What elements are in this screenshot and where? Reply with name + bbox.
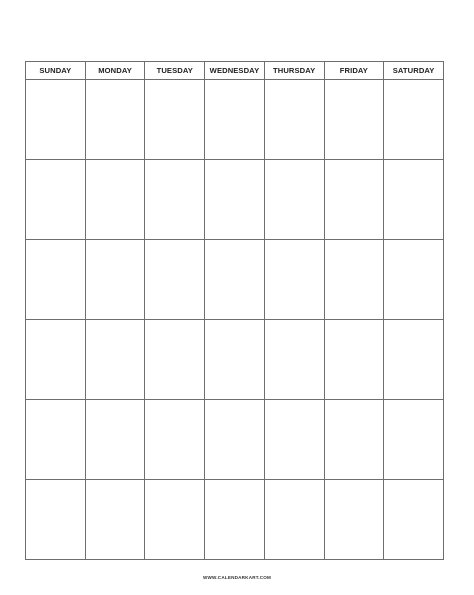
day-cell-monday[interactable]	[85, 400, 145, 480]
day-cell-tuesday[interactable]	[145, 160, 205, 240]
week-row	[26, 160, 444, 240]
day-cell-sunday[interactable]	[26, 80, 86, 160]
day-cell-sunday[interactable]	[26, 240, 86, 320]
day-cell-sunday[interactable]	[26, 480, 86, 560]
day-cell-friday[interactable]	[324, 400, 384, 480]
day-cell-friday[interactable]	[324, 480, 384, 560]
day-cell-saturday[interactable]	[384, 320, 444, 400]
weekday-header	[26, 62, 444, 80]
day-cell-saturday[interactable]	[384, 480, 444, 560]
day-cell-wednesday[interactable]	[205, 400, 265, 480]
day-cell-thursday[interactable]	[264, 480, 324, 560]
weekday-tuesday: TUESDAY	[145, 62, 205, 80]
day-cell-thursday[interactable]	[264, 80, 324, 160]
day-cell-friday[interactable]	[324, 240, 384, 320]
day-cell-saturday[interactable]	[384, 160, 444, 240]
day-cell-tuesday[interactable]	[145, 240, 205, 320]
week-row	[26, 80, 444, 160]
weekday-saturday: SATURDAY	[384, 62, 444, 80]
calendar-grid	[25, 61, 444, 560]
day-cell-thursday[interactable]	[264, 240, 324, 320]
weekday-header-row	[26, 62, 444, 80]
week-row	[26, 320, 444, 400]
weekday-sunday: SUNDAY	[26, 62, 86, 80]
day-cell-friday[interactable]	[324, 80, 384, 160]
day-cell-monday[interactable]	[85, 80, 145, 160]
day-cell-saturday[interactable]	[384, 80, 444, 160]
day-cell-monday[interactable]	[85, 320, 145, 400]
day-cell-wednesday[interactable]	[205, 480, 265, 560]
day-cell-tuesday[interactable]	[145, 320, 205, 400]
day-cell-wednesday[interactable]	[205, 240, 265, 320]
weekday-friday: FRIDAY	[324, 62, 384, 80]
day-cell-sunday[interactable]	[26, 320, 86, 400]
week-row	[26, 480, 444, 560]
day-cell-thursday[interactable]	[264, 160, 324, 240]
day-cell-monday[interactable]	[85, 240, 145, 320]
day-cell-tuesday[interactable]	[145, 400, 205, 480]
day-cell-tuesday[interactable]	[145, 480, 205, 560]
day-cell-monday[interactable]	[85, 480, 145, 560]
day-cell-friday[interactable]	[324, 160, 384, 240]
day-cell-thursday[interactable]	[264, 320, 324, 400]
day-cell-friday[interactable]	[324, 320, 384, 400]
day-cell-sunday[interactable]	[26, 400, 86, 480]
day-cell-wednesday[interactable]	[205, 80, 265, 160]
weekday-wednesday: WEDNESDAY	[205, 62, 265, 80]
week-row	[26, 400, 444, 480]
week-row	[26, 240, 444, 320]
day-cell-sunday[interactable]	[26, 160, 86, 240]
day-cell-monday[interactable]	[85, 160, 145, 240]
day-cell-saturday[interactable]	[384, 240, 444, 320]
day-cell-thursday[interactable]	[264, 400, 324, 480]
footer-website: WWW.CALENDARKART.COM	[202, 575, 272, 580]
weekday-monday: MONDAY	[85, 62, 145, 80]
calendar-weeks	[26, 80, 444, 560]
weekday-thursday: THURSDAY	[264, 62, 324, 80]
day-cell-wednesday[interactable]	[205, 160, 265, 240]
day-cell-tuesday[interactable]	[145, 80, 205, 160]
day-cell-wednesday[interactable]	[205, 320, 265, 400]
day-cell-saturday[interactable]	[384, 400, 444, 480]
